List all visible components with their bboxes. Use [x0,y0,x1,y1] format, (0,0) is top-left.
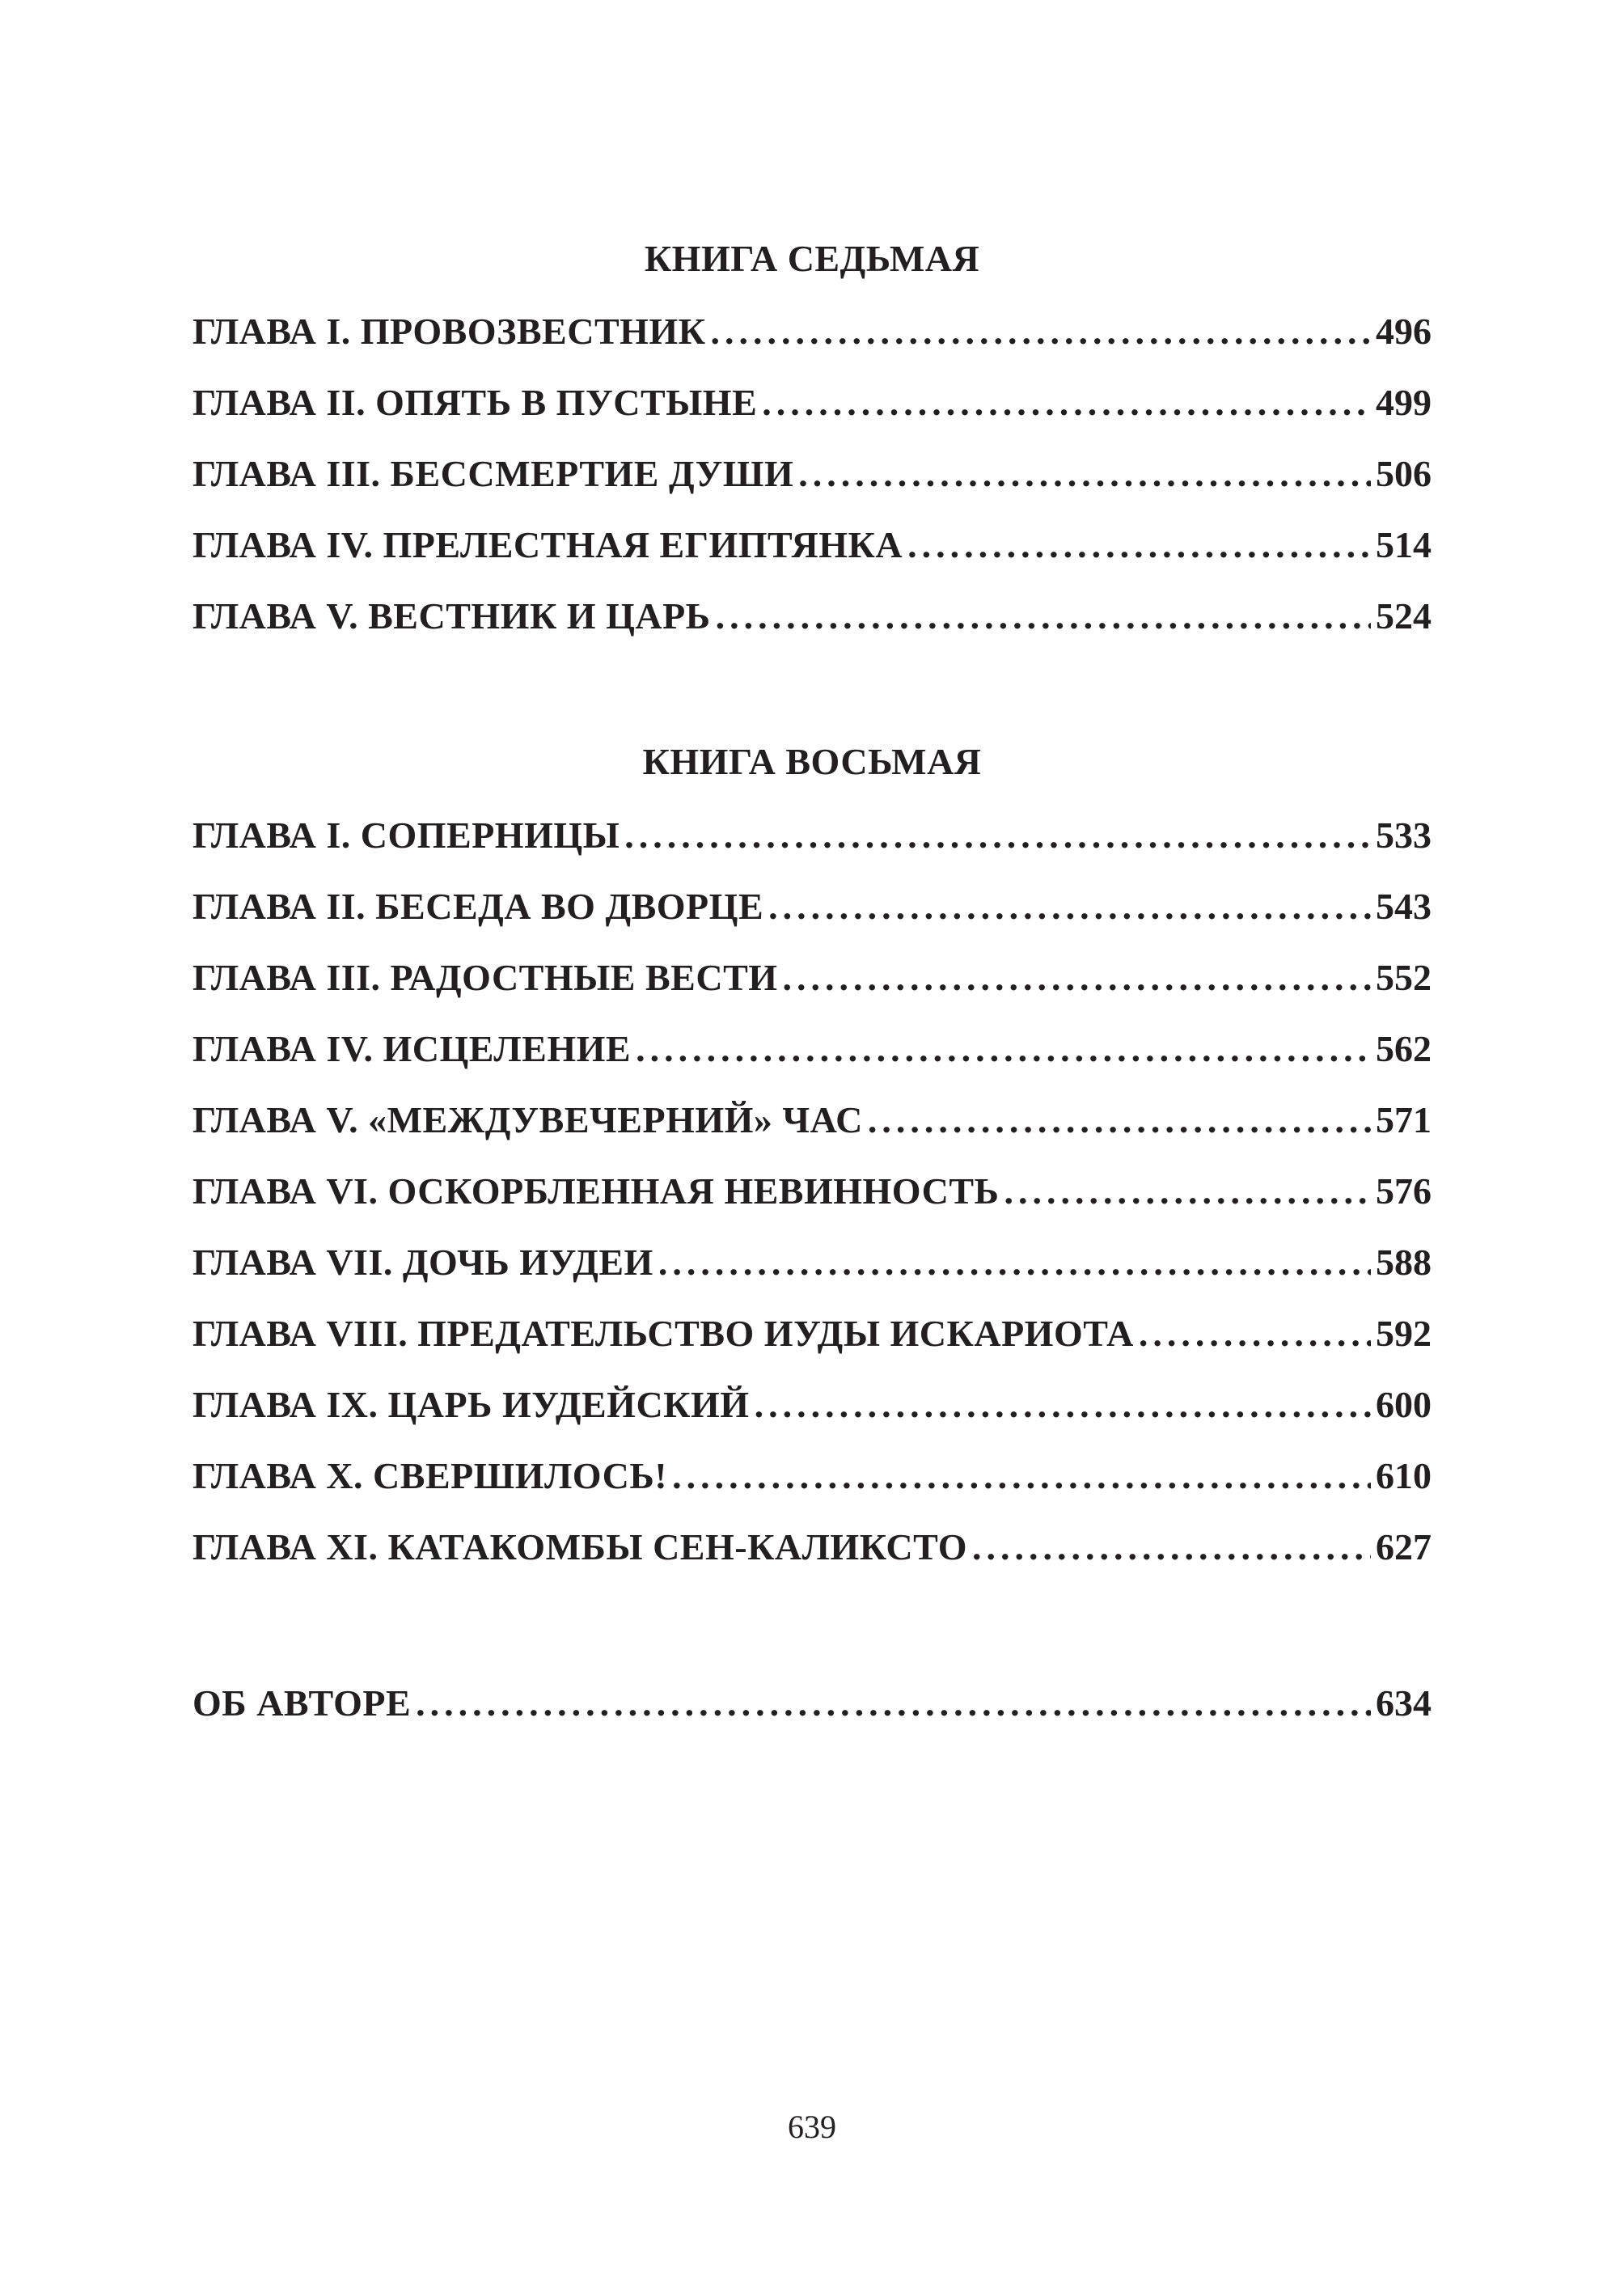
entry-page: 552 [1376,957,1432,998]
entry-page: 499 [1376,382,1432,423]
dot-leader [711,296,1371,367]
toc-entry[interactable] [192,1156,1432,1227]
entry-title: ГЛАВА I. СОПЕРНИЦЫ [192,814,620,856]
toc-entry[interactable] [192,1512,1432,1583]
dot-leader [768,871,1371,942]
entry-page: 562 [1376,1028,1432,1069]
toc-entry[interactable] [192,296,1432,367]
entry-title: ГЛАВА II. БЕСЕДА ВО ДВОРЦЕ [192,886,764,927]
toc-entry[interactable] [192,581,1432,652]
entry-title: ОБ АВТОРЕ [192,1682,412,1724]
about-section [192,1668,1432,1739]
dot-leader [755,1369,1371,1441]
entry-title: ГЛАВА IV. ИСЦЕЛЕНИЕ [192,1028,632,1069]
book-seven-heading: КНИГА СЕДЬМАЯ [644,238,980,279]
book-eight-entries [192,800,1432,1583]
dot-leader [762,367,1371,438]
toc-entry[interactable] [192,1298,1432,1369]
toc-entry[interactable] [192,1013,1432,1085]
toc-entry[interactable] [192,942,1432,1013]
toc-entry[interactable] [192,871,1432,942]
toc-entry-about-author[interactable] [192,1668,1432,1739]
dot-leader [907,510,1371,581]
entry-page: 634 [1376,1682,1432,1724]
dot-leader [1139,1298,1371,1369]
dot-leader [1004,1156,1371,1227]
entry-page: 592 [1376,1313,1432,1354]
toc-entry[interactable] [192,1085,1432,1156]
entry-page: 576 [1376,1170,1432,1212]
entry-page: 610 [1376,1455,1432,1496]
dot-leader [972,1512,1371,1583]
page-number: 639 [788,2109,836,2145]
toc-entry[interactable] [192,1227,1432,1298]
entry-page: 496 [1376,311,1432,352]
entry-page: 514 [1376,524,1432,565]
toc-entry[interactable] [192,800,1432,871]
entry-title: ГЛАВА XI. КАТАКОМБЫ СЕН-КАЛИКСТО [192,1526,967,1567]
entry-page: 543 [1376,886,1432,927]
toc-entry[interactable] [192,438,1432,510]
dot-leader [636,1013,1371,1085]
dot-leader [416,1668,1371,1739]
entry-page: 571 [1376,1099,1432,1140]
entry-title: ГЛАВА IV. ПРЕЛЕСТНАЯ ЕГИПТЯНКА [192,524,903,565]
dot-leader [783,942,1371,1013]
book-eight-heading: КНИГА ВОСЬМАЯ [642,741,982,782]
entry-page: 506 [1376,453,1432,494]
dot-leader [624,800,1371,871]
entry-title: ГЛАВА I. ПРОВОЗВЕСТНИК [192,311,706,352]
entry-page: 533 [1376,814,1432,856]
entry-title: ГЛАВА VII. ДОЧЬ ИУДЕИ [192,1242,653,1283]
dot-leader [672,1441,1371,1512]
dot-leader [868,1085,1371,1156]
entry-title: ГЛАВА X. СВЕРШИЛОСЬ! [192,1455,668,1496]
entry-title: ГЛАВА VIII. ПРЕДАТЕЛЬСТВО ИУДЫ ИСКАРИОТА [192,1313,1134,1354]
toc-entry[interactable] [192,367,1432,438]
entry-title: ГЛАВА III. РАДОСТНЫЕ ВЕСТИ [192,957,778,998]
entry-title: ГЛАВА III. БЕССМЕРТИЕ ДУШИ [192,453,794,494]
entry-title: ГЛАВА VI. ОСКОРБЛЕННАЯ НЕВИННОСТЬ [192,1170,1000,1212]
entry-title: ГЛАВА II. ОПЯТЬ В ПУСТЫНЕ [192,382,758,423]
entry-title: ГЛАВА IX. ЦАРЬ ИУДЕЙСКИЙ [192,1384,750,1425]
book-seven-entries [192,296,1432,652]
toc-entry[interactable] [192,1369,1432,1441]
toc-entry[interactable] [192,1441,1432,1512]
toc-entry[interactable] [192,510,1432,581]
entry-page: 627 [1376,1526,1432,1567]
entry-title: ГЛАВА V. «МЕЖДУВЕЧЕРНИЙ» ЧАС [192,1099,863,1140]
entry-title: ГЛАВА V. ВЕСТНИК И ЦАРЬ [192,595,711,637]
dot-leader [658,1227,1371,1298]
dot-leader [798,438,1371,510]
entry-page: 600 [1376,1384,1432,1425]
dot-leader [716,581,1371,652]
entry-page: 524 [1376,595,1432,637]
entry-page: 588 [1376,1242,1432,1283]
